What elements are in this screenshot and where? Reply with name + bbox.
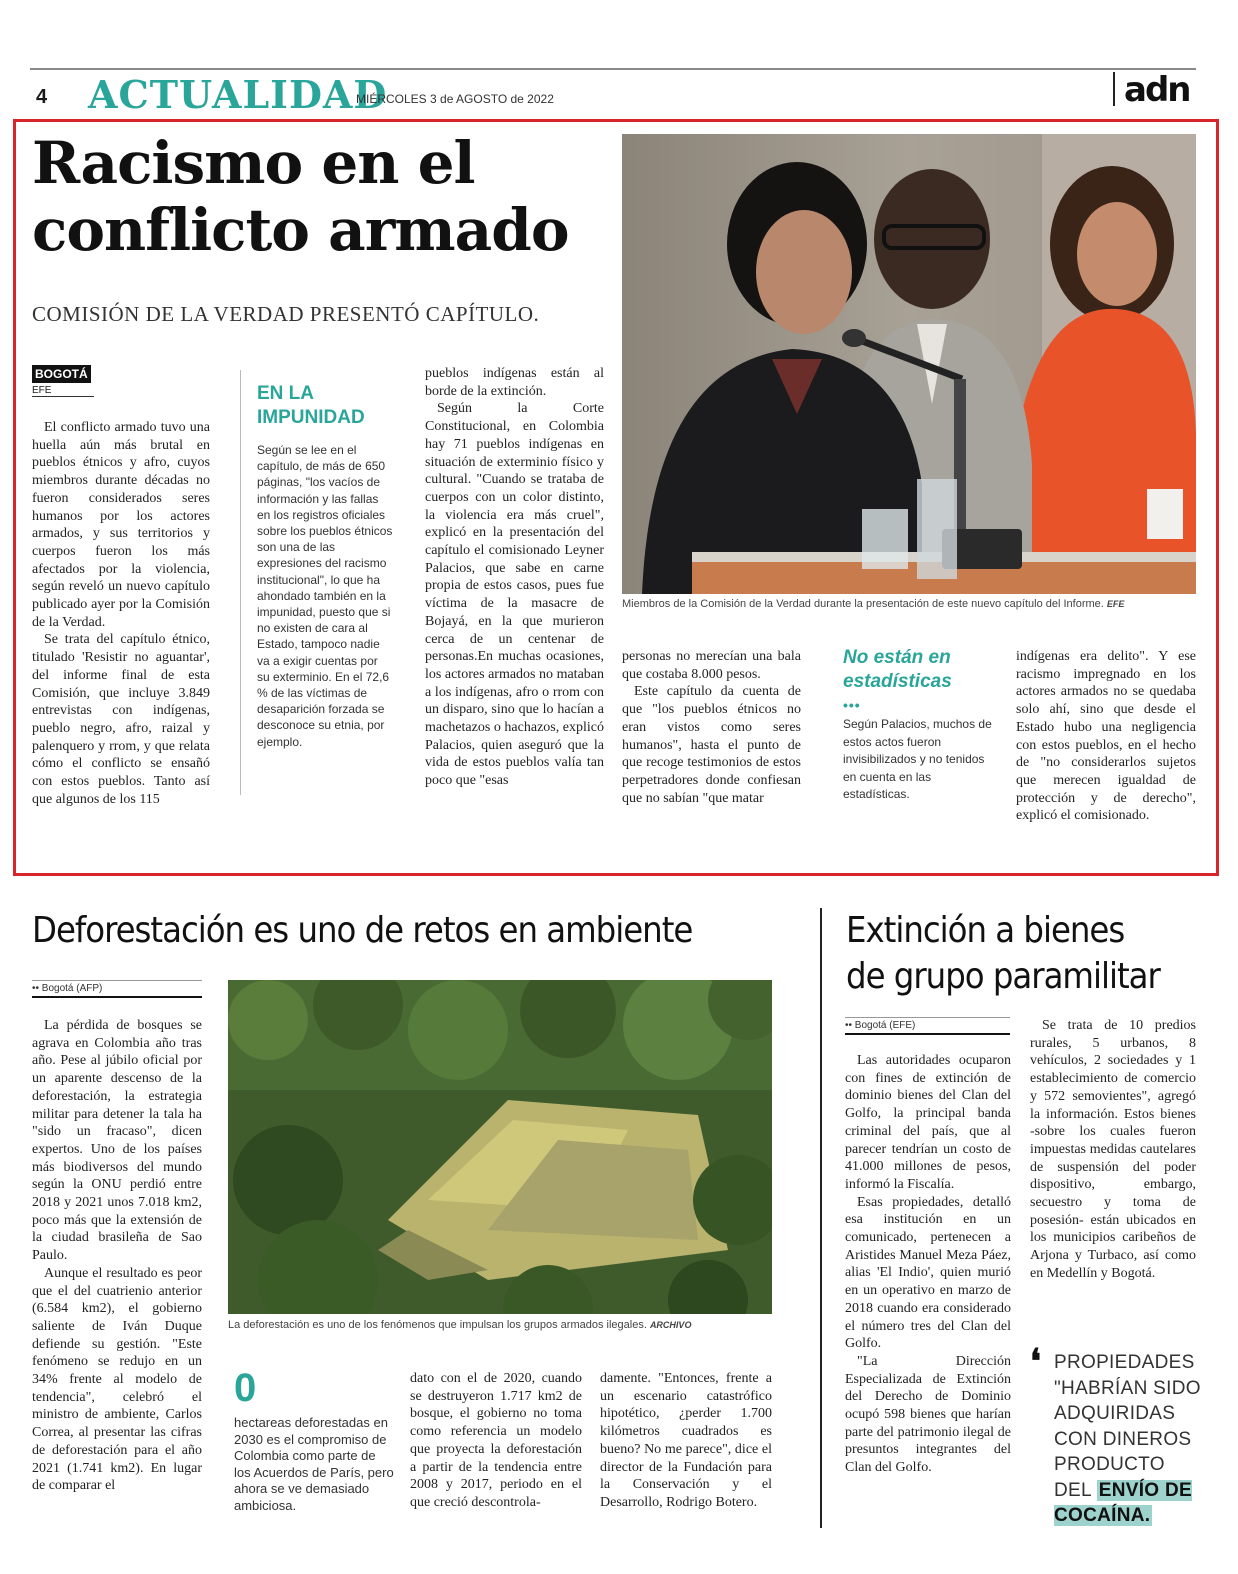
pull-quote-highlight: ENVÍO DE COCAÍNA.	[1054, 1479, 1192, 1526]
deforestation-photo	[228, 980, 772, 1314]
deforestation-headline: Deforestación es uno de retos en ambiente	[32, 910, 693, 951]
article-column-3: pueblos indígenas están al borde de la extinción. Según la Corte Constitucional, en Colombia hay 71 pueblos indígenas en situación de exterminio físico y cultural. "Cuando se trataba de cuerpos con un color distinto, la violencia era más cruel", explicó en la presentación del capítulo el comisionado Leyner Palacios, que sabe en carne propia de estos casos, pues fue víctima de la masacre de Bojayá, en la que murieron cerca de un centenar de personas.En muchas ocasiones, los actores armados no mataban a los indígenas, afro o rrom con un disparo, sino que lo hacían a machetazos o hachazos, explicó Palacios, quien aseguró que la vida de estos pueblos valía tan poco que "esas	[425, 366, 604, 789]
dateline	[32, 365, 94, 397]
extinction-byline: •• Bogotá (EFE)	[845, 1017, 1010, 1035]
deforestation-caption: La deforestación es uno de los fenómenos que impulsan los grupos armados ilegales. ARCHIVO	[228, 1319, 692, 1331]
article-column-4: personas no merecían una bala que costaba 8.000 pesos. Este capítulo da cuenta de que "los pueblos étnicos no eran vistos como seres humanos", hasta el punto de que recoge testimonios de estos perpetradores donde confiesan que no sabían "que matar	[622, 649, 801, 806]
deforestation-column-3: dato con el de 2020, cuando se destruyeron 1.717 km2 de bosque, el gobierno no toma como referencia un modelo que proyecta la deforestación a partir de la tendencia entre 2008 y 2017, periodo en el que creció descontrola-	[410, 1371, 582, 1510]
highlight-number: 0	[234, 1366, 257, 1410]
quote-mark-icon: ❛	[1030, 1344, 1041, 1381]
top-rule	[30, 68, 1196, 70]
main-headline: Racismo en el conflicto armado	[32, 129, 569, 264]
commission-photo	[622, 134, 1196, 594]
logo-divider	[1113, 72, 1115, 106]
dateline-city: BOGOTÁ	[32, 365, 91, 383]
dateline-agency: EFE	[32, 383, 94, 397]
column-divider	[820, 908, 822, 1528]
photo-caption: Miembros de la Comisión de la Verdad durante la presentación de este nuevo capítulo del Informe. EFE	[622, 598, 1125, 610]
deforestation-column-4: damente. "Entonces, frente a un escenario catastrófico hipotético, ¿perder 1.700 kilómetros cuadrados es bueno? No me parece", dice el director de la Fundación para la Conservación y el Desarrollo, Rodrigo Botero.	[600, 1371, 772, 1510]
deforestation-byline: •• Bogotá (AFP)	[32, 980, 202, 998]
article-column-6: indígenas era delito". Y ese racismo impregnado en los actores armados no se quedaba solo ahí, sino que desde el Estado hubo una negligencia con estos pueblos, en el hecho de "no considerarlos sujetos que merecen igualdad de protección y de derecho", explicó el comisionado.	[1016, 649, 1196, 824]
main-deck: COMISIÓN DE LA VERDAD PRESENTÓ CAPÍTULO.	[32, 302, 540, 326]
stats-box-text: Según Palacios, muchos de estos actos fueron invisibilizados y no tenidos en cuenta en las estadísticas.	[843, 717, 992, 802]
issue-date: MIÉRCOLES 3 de AGOSTO de 2022	[356, 92, 554, 106]
stats-box-dots: •••	[843, 697, 861, 713]
pull-quote: PROPIEDADES "HABRÍAN SIDO ADQUIRIDAS CON DINEROS PRODUCTO DEL ENVÍO DE COCAÍNA.	[1054, 1352, 1201, 1526]
highlight-number-text: hectareas deforestadas en 2030 es el compromiso de Colombia como parte de los Acuerdos de París, pero ahora se ve demasiado ambiciosa.	[234, 1415, 394, 1513]
sidebar-text: Según se lee en el capítulo, de más de 650 páginas, "los vacíos de información y las fallas en los registros oficiales sobre los pueblos étnicos son una de las expresiones del racismo institucional", lo que ha ahondado también en la impunidad, puesto que si no existen de cara al Estado, tampoco nadie va a exigir cuentas por su exterminio. En el 72,6 % de las víctimas de desaparición forzada se desconoce su etnia, por ejemplo.	[257, 443, 393, 749]
extinction-column-1: Las autoridades ocuparon con fines de extinción de dominio bienes del Clan del Golfo, la principal banda criminal del país, que al parecer tendrían un costo de 41.000 millones de pesos, informó la Fiscalía. Esas propiedades, detalló esa institución en un comunicado, pertenecen a Aristides Manuel Meza Páez, alias 'El Indio', quien murió en un operativo en marzo de 2018 cuando era considerado el número tres del Clan del Golfo. "La Dirección Especializada de Extinción del Derecho de Dominio ocupó 598 bienes que harían parte del patrimonio ilegal de presuntos integrantes del Clan del Golfo.	[845, 1053, 1011, 1476]
section-title: ACTUALIDAD	[88, 72, 388, 117]
extinction-column-2: Se trata de 10 predios rurales, 5 urbanos, 8 vehículos, 2 sociedades y 1 establecimiento de comercio y 572 semovientes", agregó la información. Estos bienes -sobre los cuales fueron impuestas medidas cautelares de suspensión del poder dispositivo, embargo, secuestro y toma de posesión- están ubicados en los municipios caribeños de Arjona y Turbaco, así como en Medellín y Bogotá.	[1030, 1018, 1196, 1281]
deforestation-column-1: La pérdida de bosques se agrava en Colombia año tras año. Pese al júbilo oficial por un aparente descenso de la deforestación, la estrategia militar para detener la tala ha "sido un fracaso", dicen expertos. Uno de los países más biodiversos del mundo según la ONU perdió entre 2018 y 2021 unos 7.018 km2, poco más que la extensión de la ciudad brasileña de Sao Paulo. Aunque el resultado es peor que el del cuatrienio anterior (6.584 km2), el gobierno saliente de Iván Duque defiende su gestión. "Este fenómeno se redujo en un 34% frente al modelo de tendencia", celebró el ministro de ambiente, Carlos Correa, al presentar las cifras de deforestación para el año 2021 (1.741 km2). En lugar de comparar el	[32, 1018, 202, 1494]
newspaper-logo: adn	[1124, 70, 1190, 110]
page-number: 4	[36, 86, 48, 108]
article-column-1: El conflicto armado tuvo una huella aún más brutal en pueblos étnicos y afro, cuyos miembros durante décadas no fueron considerados seres humanos por los actores armados, y sus territorios y cuerpos fueron los más afectados por la violencia, según reveló un nuevo capítulo publicado ayer por la Comisión de la Verdad. Se trata del capítulo étnico, titulado 'Resistir no aguantar', del informe final de esta Comisión, que incluye 3.849 entrevistas con indígenas, pueblo negro, afro, raizal y palenquero y rrom, y que relata cómo el conflicto se ensañó con estos pueblos. Tanto así que algunos de los 115	[32, 420, 210, 807]
extinction-headline: Extinción a bienes de grupo paramilitar	[846, 910, 1160, 997]
stats-box-title: No están en estadísticas	[843, 647, 952, 692]
sidebar-title: EN LA IMPUNIDAD	[257, 383, 365, 428]
sidebar-rule	[240, 370, 241, 795]
